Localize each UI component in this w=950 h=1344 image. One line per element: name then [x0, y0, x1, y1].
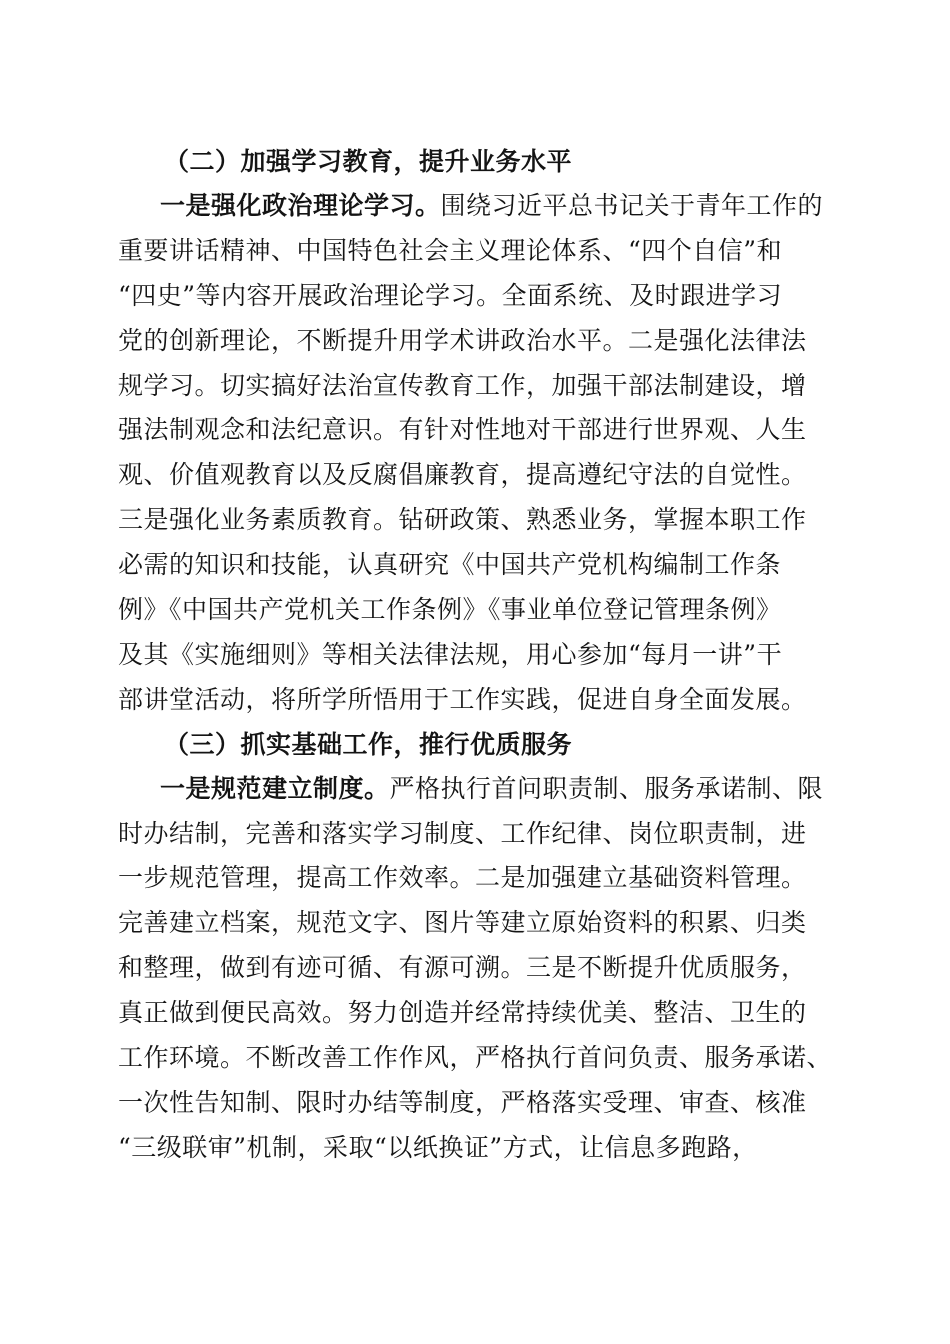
paragraph-line: 一次性告知制、限时办结等制度，严格落实受理、审查、核准	[118, 1087, 807, 1117]
paragraph-lead: 一是规范建立制度。	[160, 773, 390, 803]
paragraph-text: 围绕习近平总书记关于青年工作的	[440, 191, 824, 220]
paragraph-line: 规学习。切实搞好法治宣传教育工作，加强干部法制建设，增	[118, 370, 807, 400]
paragraph-lead: 一是强化政治理论学习。	[160, 191, 441, 220]
paragraph-line: 时办结制，完善和落实学习制度、工作纪律、岗位职责制，进	[118, 818, 807, 848]
paragraph-line: “四史”等内容开展政治理论学习。全面系统、及时跟进学习	[118, 280, 783, 310]
paragraph-line: 例》《中国共产党机关工作条例》《事业单位登记管理条例》	[118, 595, 782, 625]
paragraph-line: 部讲堂活动，将所学所悟用于工作实践，促进自身全面发展。	[118, 684, 807, 714]
paragraph-line	[118, 184, 838, 229]
paragraph-line: 强法制观念和法纪意识。有针对性地对干部进行世界观、人生	[118, 415, 807, 445]
section-heading-2: （二）加强学习教育，提升业务水平	[164, 147, 573, 176]
paragraph-line: 观、价值观教育以及反腐倡廉教育，提高遵纪守法的自觉性。	[118, 460, 807, 490]
paragraph-line: 真正做到便民高效。努力创造并经常持续优美、整洁、卫生的	[118, 998, 807, 1028]
paragraph-line: 一步规范管理，提高工作效率。二是加强建立基础资料管理。	[118, 863, 807, 893]
paragraph-line: 和整理，做到有迹可循、有源可溯。三是不断提升优质服务，	[118, 953, 807, 983]
paragraph-line: “三级联审”机制，采取“以纸换证”方式，让信息多跑路，	[118, 1132, 758, 1162]
paragraph-line: 党的创新理论，不断提升用学术讲政治水平。二是强化法律法	[118, 325, 807, 355]
paragraph-line: 三是强化业务素质教育。钻研政策、熟悉业务，掌握本职工作	[118, 505, 807, 535]
paragraph-line	[118, 767, 838, 812]
paragraph-text: 严格执行首问职责制、服务承诺制、限	[389, 773, 824, 803]
section-heading-3: （三）抓实基础工作，推行优质服务	[164, 729, 573, 759]
paragraph-line: 工作环境。不断改善工作作风，严格执行首问负责、服务承诺、	[118, 1043, 833, 1073]
paragraph-line: 完善建立档案，规范文字、图片等建立原始资料的积累、归类	[118, 908, 807, 938]
paragraph-line: 重要讲话精神、中国特色社会主义理论体系、“四个自信”和	[118, 235, 783, 265]
paragraph-line: 及其《实施细则》等相关法律法规，用心参加“每月一讲”干	[118, 639, 783, 669]
document-body	[118, 140, 838, 1171]
paragraph-line: 必需的知识和技能，认真研究《中国共产党机构编制工作条	[118, 550, 782, 580]
